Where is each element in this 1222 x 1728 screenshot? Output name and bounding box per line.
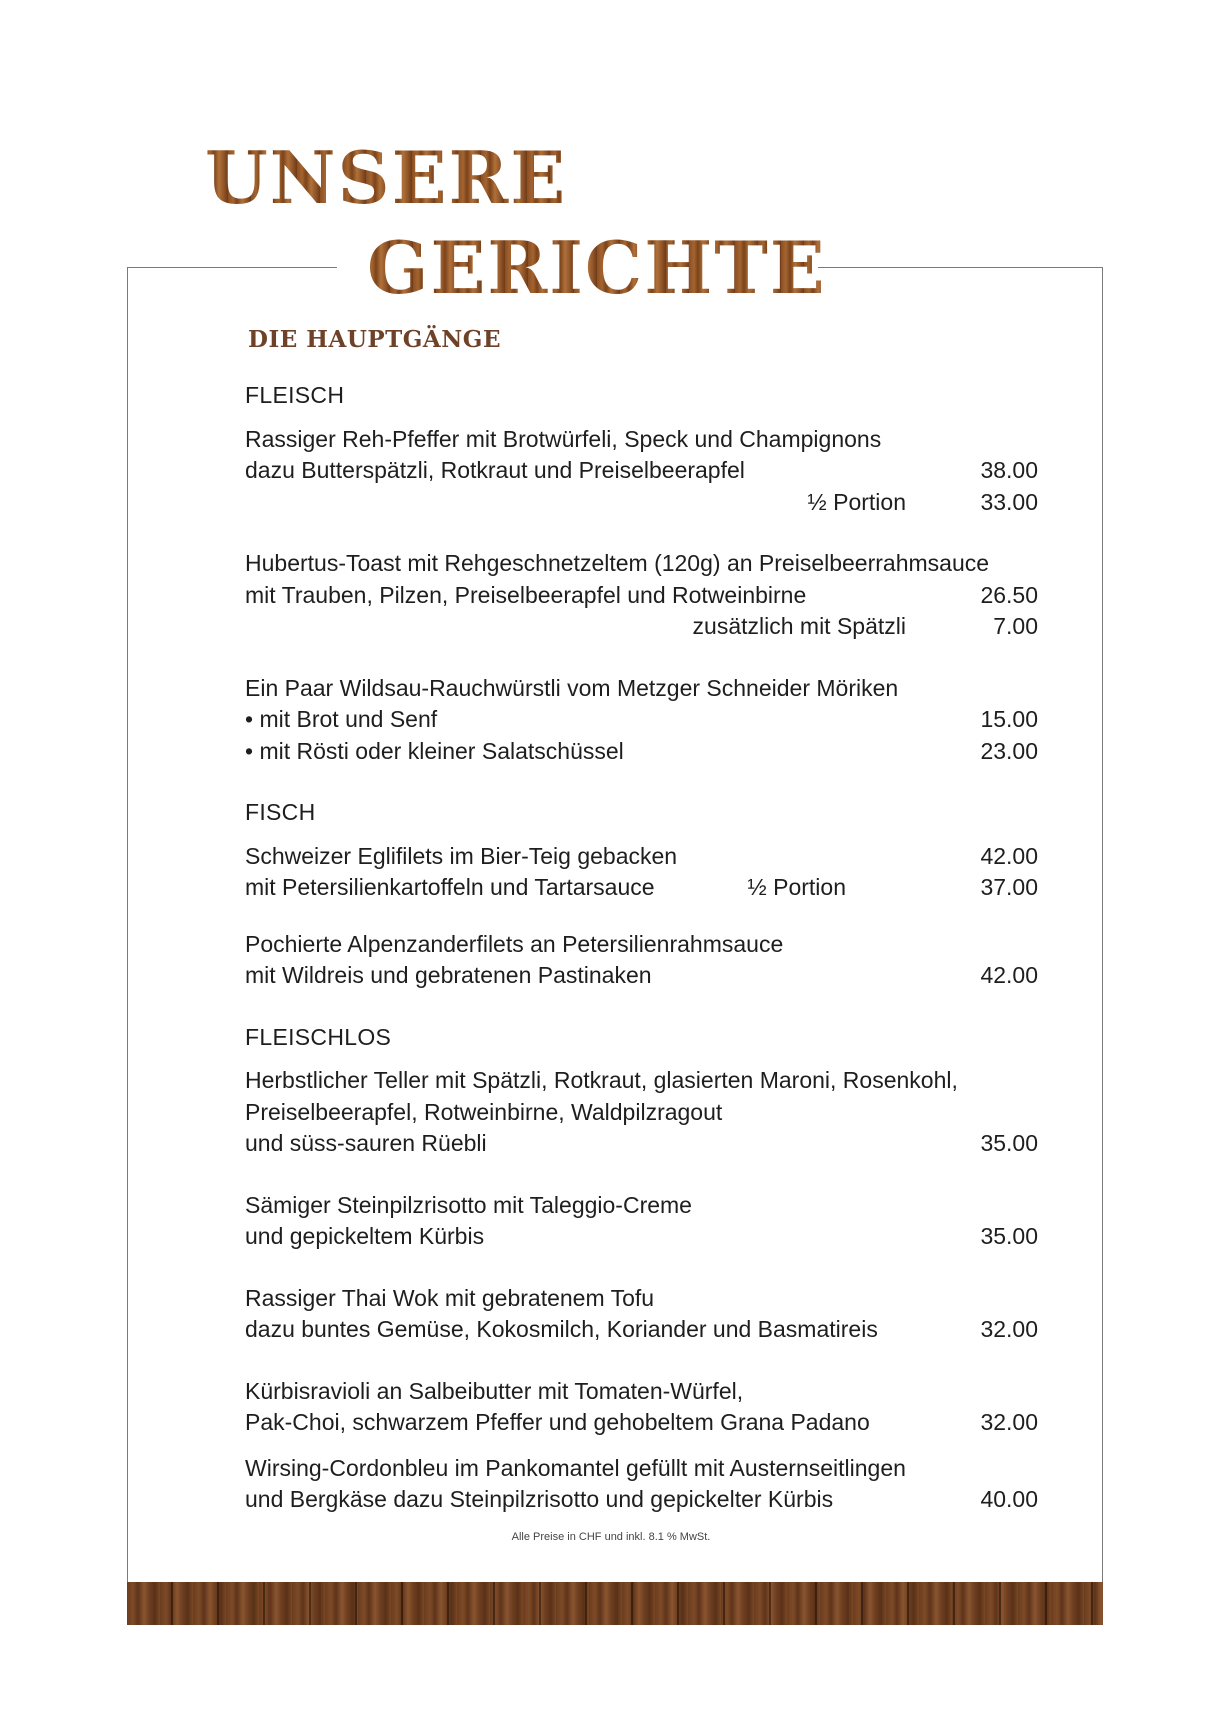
dish-line — [245, 1065, 1038, 1097]
dish-description: und süss-sauren Rüebli — [245, 1130, 487, 1156]
dish-description: dazu buntes Gemüse, Kokosmilch, Koriander und Basmatireis — [245, 1316, 878, 1342]
dish-line — [245, 611, 1038, 643]
dish-alpenzander — [245, 929, 1038, 992]
extra-option-label: zusätzlich mit Spätzli — [692, 613, 906, 639]
dish-description: Rassiger Reh-Pfeffer mit Brotwürfeli, Speck und Champignons — [245, 425, 882, 452]
half-portion-label: ½ Portion — [807, 488, 906, 515]
dish-hubertus-toast — [245, 548, 1038, 643]
dish-description: Rassiger Thai Wok mit gebratenem Tofu — [245, 1284, 655, 1311]
dish-herbstlicher-teller — [245, 1065, 1038, 1160]
dish-price: 40.00 — [980, 1486, 1038, 1512]
dish-line — [245, 960, 1038, 992]
dish-reh-pfeffer — [245, 424, 1038, 519]
section-heading-fleischlos: FLEISCHLOS — [245, 1023, 392, 1050]
dish-price: 42.00 — [980, 962, 1038, 988]
dish-description: Herbstlicher Teller mit Spätzli, Rotkraut, glasierten Maroni, Rosenkohl, — [245, 1067, 958, 1093]
dish-thai-wok — [245, 1283, 1038, 1346]
frame-top-line-left — [127, 267, 337, 268]
dish-kuerbisravioli — [245, 1376, 1038, 1439]
extra-option-price: 7.00 — [993, 613, 1038, 639]
dish-line — [245, 1190, 1038, 1222]
dish-line — [245, 704, 1038, 736]
dish-line — [245, 929, 1038, 961]
dish-option: • mit Rösti oder kleiner Salatschüssel — [245, 737, 624, 764]
dish-line — [245, 736, 1038, 768]
half-portion-label: ½ Portion — [747, 874, 846, 900]
dish-line — [245, 1314, 1038, 1346]
half-portion-price: 33.00 — [980, 488, 1038, 515]
title-line-1: UNSERE — [205, 135, 568, 220]
dish-steinpilzrisotto — [245, 1190, 1038, 1253]
dish-price: 15.00 — [980, 706, 1038, 732]
dish-description: Sämiger Steinpilzrisotto mit Taleggio-Creme — [245, 1191, 692, 1218]
dish-line — [245, 548, 1038, 580]
dish-price: 42.00 — [980, 842, 1038, 869]
frame-top-line-right — [818, 267, 1103, 268]
dish-price: 35.00 — [980, 1223, 1038, 1249]
dish-line — [245, 673, 1038, 705]
section-heading-fleisch: FLEISCH — [245, 382, 345, 408]
dish-price: 32.00 — [980, 1409, 1038, 1435]
dish-eglifilets — [245, 841, 1038, 904]
dish-description: Ein Paar Wildsau-Rauchwürstli vom Metzger Schneider Möriken — [245, 674, 899, 701]
dish-option: • mit Brot und Senf — [245, 706, 438, 732]
dish-description: mit Trauben, Pilzen, Preiselbeerapfel und Rotweinbirne — [245, 581, 807, 608]
dish-wirsing-cordonbleu — [245, 1453, 1038, 1516]
dish-description: und Bergkäse dazu Steinpilzrisotto und gepickelter Kürbis — [245, 1486, 834, 1512]
dish-price: 23.00 — [980, 737, 1038, 764]
dish-price: 26.50 — [980, 581, 1038, 608]
wood-border-band — [127, 1582, 1103, 1625]
dish-line — [245, 872, 1038, 904]
dish-line — [245, 455, 1038, 487]
dish-description: und gepickeltem Kürbis — [245, 1223, 485, 1249]
dish-price: 32.00 — [980, 1316, 1038, 1342]
dish-line — [245, 580, 1038, 612]
dish-price: 38.00 — [980, 457, 1038, 483]
dish-description: mit Wildreis und gebratenen Pastinaken — [245, 962, 652, 988]
dish-description: Pak-Choi, schwarzem Pfeffer und gehobeltem Grana Padano — [245, 1409, 870, 1435]
dish-description: Hubertus-Toast mit Rehgeschnetzeltem (120g) an Preiselbeerrahmsauce — [245, 550, 990, 576]
menu-content — [245, 380, 1038, 1516]
price-footnote: Alle Preise in CHF und inkl. 8.1 % MwSt. — [511, 1531, 711, 1543]
dish-rauchwuerstli — [245, 673, 1038, 768]
dish-description: dazu Butterspätzli, Rotkraut und Preiselbeerapfel — [245, 457, 745, 483]
dish-line — [245, 1283, 1038, 1315]
dish-line — [245, 1407, 1038, 1439]
dish-line — [245, 1376, 1038, 1408]
dish-line — [245, 1128, 1038, 1160]
title-line-2: GERICHTE — [367, 225, 827, 310]
dish-description: Schweizer Eglifilets im Bier-Teig gebacken — [245, 842, 678, 869]
dish-description: Kürbisravioli an Salbeibutter mit Tomaten-Würfel, — [245, 1377, 744, 1404]
dish-description: Pochierte Alpenzanderfilets an Petersilienrahmsauce — [245, 930, 784, 957]
dish-line — [245, 424, 1038, 456]
dish-line — [245, 1221, 1038, 1253]
dish-line — [245, 1097, 1038, 1129]
dish-description: Wirsing-Cordonbleu im Pankomantel gefüllt mit Austernseitlingen — [245, 1454, 906, 1481]
dish-line — [245, 1484, 1038, 1516]
dish-line — [245, 1453, 1038, 1485]
dish-line — [245, 487, 1038, 519]
dish-price: 35.00 — [980, 1130, 1038, 1156]
section-heading-fisch: FISCH — [245, 799, 316, 825]
dish-line — [245, 841, 1038, 873]
subtitle: DIE HAUPTGÄNGE — [248, 326, 501, 353]
dish-description: mit Petersilienkartoffeln und Tartarsauce — [245, 874, 655, 900]
dish-description: Preiselbeerapfel, Rotweinbirne, Waldpilzragout — [245, 1098, 723, 1125]
half-portion-price: 37.00 — [980, 874, 1038, 900]
